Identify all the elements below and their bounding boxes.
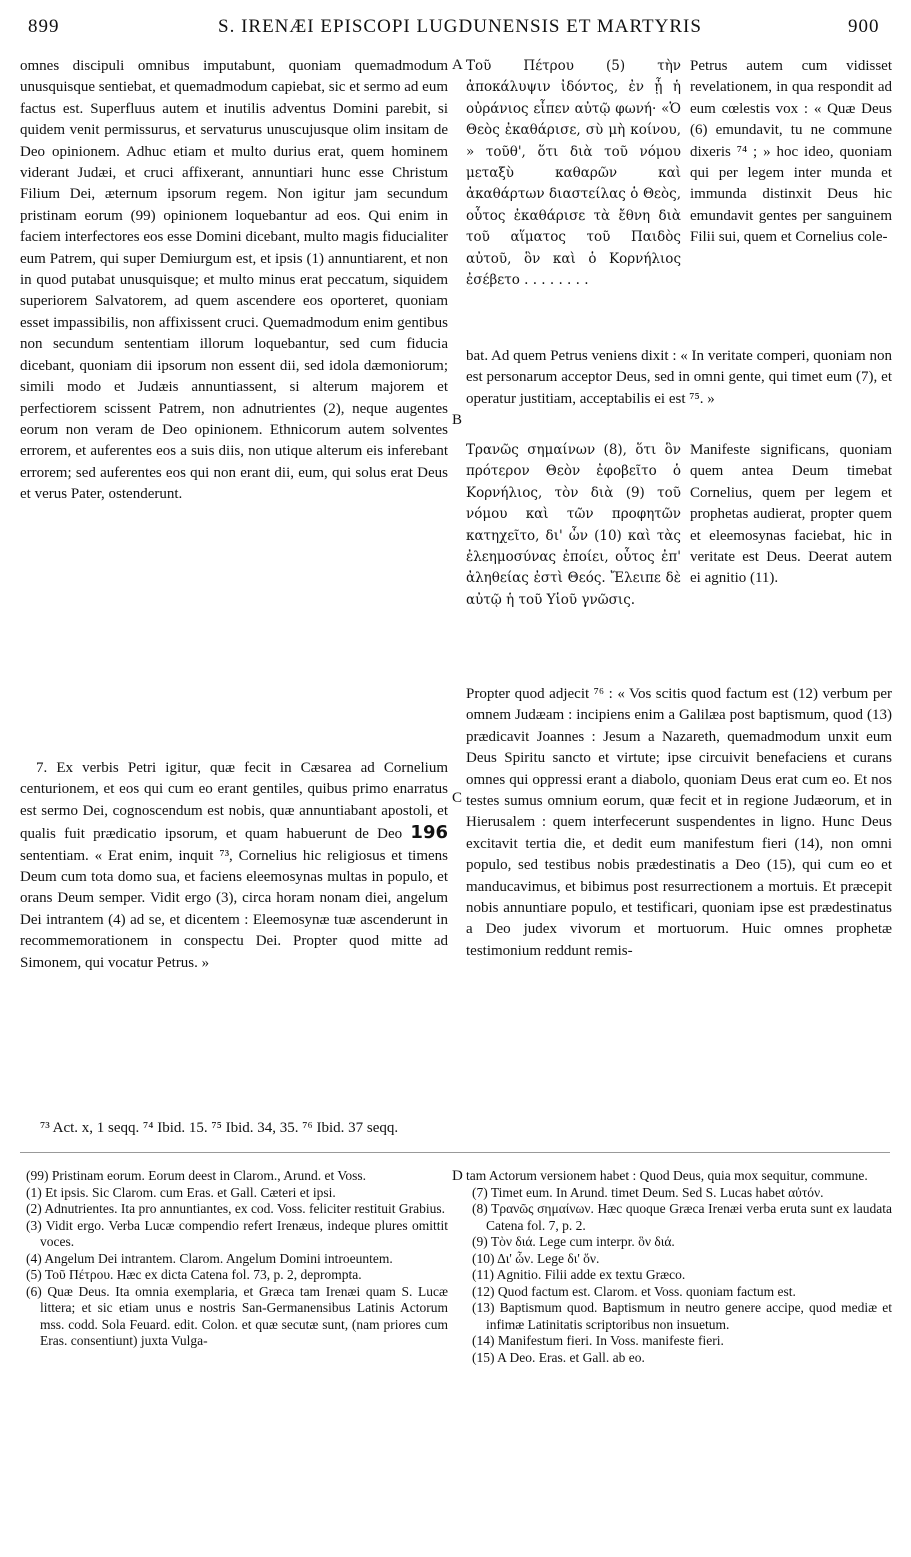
paragraph-2-text-b: sententiam. « Erat enim, inquit ⁷³, Cornelius hic religiosus et timens Deum cum tota domo sua, et faciens eleemosynas multas in populo, et orans Deum semper. Vidit ergo (3), circa horam nonam diei, angelum Dei intrantem (4) ad se, et dicentem : Eleemosynæ tuæ ascenderunt in recommemorationem in conspectu Dei. Propter quod mitte ad Simonem, qui vocatur Petrus. » (20, 847, 448, 971)
footnote-divider (20, 1152, 890, 1153)
scripture-references: ⁷³ Act. x, 1 seqq. ⁷⁴ Ibid. 15. ⁷⁵ Ibid. 34, 35. ⁷⁶ Ibid. 37 seqq. (40, 1120, 399, 1136)
latin-left-paragraph-2 (20, 758, 448, 974)
footnote: (11) Agnitio. Filii adde ex textu Græco. (472, 1267, 686, 1282)
margin-letter-a: A (452, 57, 463, 73)
margin-letter-d: D (452, 1168, 463, 1184)
footnote: (10) Δι' ὧν. Lege δι' ὅν. (472, 1250, 600, 1266)
footnote: (15) A Deo. Eras. et Gall. ab eo. (472, 1349, 645, 1365)
latin-left-paragraph-1: omnes discipuli omnibus imputabunt, quoniam quemadmodum unusquisque sentiebat, et quemadmodum capiebat, sic et sermo ad eum factus est. Superfluus autem et inutilis adventus Domini parebit, si quidem venit permissurus, et servaturus unuscujusque olim insitam de Deo opinionem. Adhuc etiam et multo durius erat, quem hominem viderant Judæi, et cruci affixerant, annuntiari hunc esse Christum Filium Dei, æternum ipsorum regem. Non igitur jam secundum pristinam eorum (99) opinionem loquebantur ad eos. Qui enim in faciem interfectores eos esse Domini dicebant, multo magis fiducialiter eum Patrem, qui super Demiurgum est, et ipsis (1) annuntiarent, et non in quod putabat unusquisque; et multo minus erat peccatum, siquidem superiorem Salvatorem, ad quem ascendere eos oporteret, quoniam esset impassibilis, non affixissent cruci. Quemadmodum enim gentibus non secundum sententiam illorum loquebantur, sed cum fiducia dicebant, quoniam dii ipsorum non essent dii, sed idola dæmoniorum; simili modo et Judæis annuntiassent, si alterum majorem et perfectiorem scissent Patrem, non adnutrientes (2), neque augentes eorum non veram de Deo opinionem. Ethnicorum autem solventes errorem, et auferentes eos a suis diis, non utique alterum eis inferebant errorem; sed auferentes eos qui non erant dii, eum, qui solus erat Deus et verus Pater, ostenderunt. (20, 58, 448, 503)
margin-letter-b: B (452, 412, 463, 428)
footnote: (5) Τοῦ Πέτρου. Hæc ex dicta Catena fol. 73, p. 2, deprompta. (26, 1267, 362, 1282)
footnote: (1) Et ipsis. Sic Clarom. cum Eras. et Gall. Cæteri et ipsi. (26, 1184, 336, 1200)
right-full-paragraph-1: bat. Ad quem Petrus veniens dixit : « In veritate comperi, quoniam non est personarum acceptor Deus, sed in omni gente, qui timet eum (7), et operatur justitiam, acceptabilis ei est ⁷⁵. » (466, 348, 892, 407)
greek-column-1: Τοῦ Πέτρου (5) τὴν ἀποκάλυψιν ἰδόντος, ἐν ᾗ ἡ οὐράνιος εἶπεν αὐτῷ φωνή· «Ὁ Θεὸς ἐκαθάρισε, σὺ μὴ κοίνου, » τοῦθ', ὅτι διὰ τοῦ νόμου μεταξὺ καθαρῶν καὶ ἀκαθάρτων διαστείλας ὁ Θεὸς, οὗτος ἐκαθάρισε τὰ ἔθνη διὰ τοῦ αἵματος τοῦ Παιδὸς αὐτοῦ, ὃν καὶ ὁ Κορνήλιος ἐσέβετο . . . . . . . . (466, 58, 681, 289)
latin-right-column-2: Manifeste significans, quoniam quem antea Deum timebat Cornelius, quem per legem et prophetas audierat, propter quem et eleemosynas faciebat, hic in veritate est Deus. Deerat autem ei agnitio (11). (690, 442, 892, 587)
greek-column-2: Τρανῶς σημαίνων (8), ὅτι ὃν πρότερον Θεὸν ἐφοβεῖτο ὁ Κορνήλιος, τὸν διὰ (9) τοῦ νόμου καὶ τῶν προφητῶν κατηχεῖτο, δι' ὧν (10) καὶ τὰς ἐλεημοσύνας ἐποίει, οὗτος ἐπ' ἀληθείας ἐστὶ Θεός. Ἔλειπε δὲ αὐτῷ ἡ τοῦ Υἱοῦ γνῶσις. (466, 442, 681, 608)
right-full-paragraph-2: Propter quod adjecit ⁷⁶ : « Vos scitis quod factum est (12) verbum per omnem Judæam : incipiens enim a Galilæa post baptismum, quod (13) prædicavit Joannes : Jesum a Nazareth, quemadmodum unxit eum Deus Spiritu sancto et virtute; ipse circuivit benefaciens et curans omnes qui oppressi erant a diabolo, quoniam Deus erat cum eo. Et nos testes sumus omnium eorum, quæ fecit et in regione Judæorum, et in Hierusalem : quem interfecerunt suspendentes in ligno. Hunc Deus excitavit tertia die, et dedit eum manifestum fieri (14), non omni populo, sed testibus nobis prædestinatis a Deo (15), qui cum eo et manducavimus, et bibimus post resurrectionem a mortuis. Et præcepit nobis annuntiare populo, et testificari, quoniam ipse est prædestinatus a Deo judex vivorum et mortuorum. Huic omnes prophetæ testimonium reddunt remis- (466, 686, 892, 959)
footnote: (7) Timet eum. In Arund. timet Deum. Sed S. Lucas habet αὐτόν. (472, 1184, 824, 1200)
footnote: (8) Τρανῶς σημαίνων. Hæc quoque Græca Irenæi verba eruta sunt ex laudata Catena fol. 7, p. 2. (472, 1201, 892, 1233)
page-number-left: 899 (28, 16, 60, 37)
footnote: (14) Manifestum fieri. In Voss. manifeste fieri. (472, 1333, 724, 1348)
footnote: (6) Quæ Deus. Ita omnia exemplaria, et Græca tam Irenæi quam S. Lucæ littera; et sic etiam unus e nostris San-Germanensibus Latinis Actorum mss. codd. Sola Feuard. edit. Colon. et quæ secutæ sunt, (nam priores cum Eras. consentiunt) juxta Vulga- (26, 1283, 448, 1348)
footnote: (99) Pristinam eorum. Eorum deest in Clarom., Arund. et Voss. (26, 1168, 366, 1183)
footnotes-right (466, 1168, 892, 1366)
page-number-right: 900 (848, 16, 880, 37)
footnote: (13) Baptismum quod. Baptismum in neutro genere accipe, quod mediæ et infimæ Latinitatis scriptoribus non insuetum. (472, 1300, 892, 1332)
latin-right-column-1: Petrus autem cum vidisset revelationem, in qua respondit ad eum cœlestis vox : « Quæ Deus (6) emundavit, tu ne commune dixeris ⁷⁴ ; » hoc ideo, quoniam qui per legem inter munda et immunda distinxit Deus hic emundavit gentes per sanguinem Filii sui, quem et Cornelius cole- (690, 58, 892, 246)
running-title: S. IRENÆI EPISCOPI LUGDUNENSIS ET MARTYRIS (218, 16, 702, 37)
footnotes-left (20, 1168, 448, 1350)
paragraph-2-text-a: 7. Ex verbis Petri igitur, quæ fecit in Cæsarea ad Cornelium centurionem, et eos qui cum eo erant gentiles, quibus primo enarratus est sermo Dei, cognoscendum est nobis, quæ annuntiabant apostoli, et qualis fuit prædicatio ipsorum, et quam habuerunt de Deo (20, 760, 448, 843)
footnote: (4) Angelum Dei intrantem. Clarom. Angelum Domini introeuntem. (26, 1250, 393, 1266)
footnote-continued: tam Actorum versionem habet : Quod Deus, quia mox sequitur, commune. (466, 1168, 868, 1183)
footnote: (12) Quod factum est. Clarom. et Voss. quoniam factum est. (472, 1283, 796, 1299)
margin-letter-c: C (452, 790, 463, 806)
footnote: (2) Adnutrientes. Ita pro annuntiantes, ex cod. Voss. feliciter restituit Grabius. (26, 1201, 446, 1216)
footnote: (9) Τὸν διά. Lege cum interpr. ὃν διά. (472, 1234, 675, 1249)
footnote: (3) Vidit ergo. Verba Lucæ compendio refert Irenæus, indeque plures omittit voces. (26, 1217, 448, 1249)
column-number-196: 196 (410, 822, 448, 844)
